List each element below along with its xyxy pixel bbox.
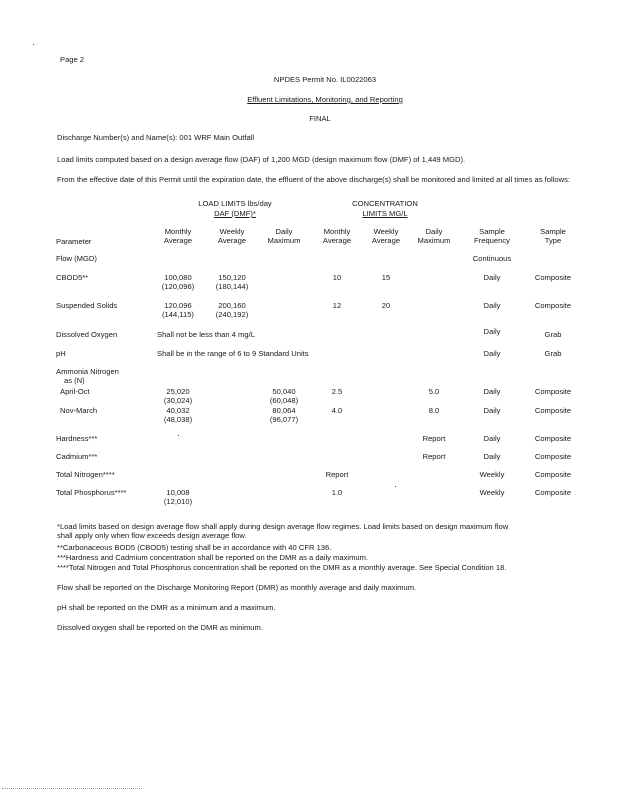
load-limits-subheader: DAF (DMF)*	[214, 209, 256, 218]
row-april-load-monthly: 25,020 (30,024)	[163, 387, 193, 406]
row-tss-conc-weekly: 20	[381, 301, 391, 310]
col-header-frequency: Sample Frequency	[474, 227, 510, 246]
row-hardness-parameter: Hardness***	[56, 434, 98, 443]
row-ph-limit-text: Shall be in the range of 6 to 9 Standard Units	[157, 349, 309, 358]
note-do: Dissolved oxygen shall be reported on the DMR as minimum.	[57, 623, 263, 632]
row-tn-type: Composite	[534, 470, 572, 479]
row-tn-frequency: Weekly	[479, 470, 505, 479]
row-do-limit-text: Shall not be less than 4 mg/L	[157, 330, 255, 339]
status-label: FINAL	[309, 114, 331, 123]
note-flow: Flow shall be reported on the Discharge Monitoring Report (DMR) as monthly average and daily maximum.	[57, 583, 417, 592]
scan-bottom-mark	[2, 788, 142, 789]
concentration-subheader: LIMITS MG/L	[362, 209, 408, 218]
page-number: Page 2	[60, 55, 85, 64]
row-tp-conc-monthly: 1.0	[331, 488, 343, 497]
row-tss-load-weekly: 200,160 (240,192)	[215, 301, 249, 320]
row-cbod-conc-weekly: 15	[381, 273, 391, 282]
row-tp-type: Composite	[534, 488, 572, 497]
load-limits-note: Load limits computed based on a design average flow (DAF) of 1,200 MGD (design maximum flow (DMF) of 1,449 MGD).	[57, 155, 466, 164]
intro-paragraph: From the effective date of this Permit until the expiration date, the effluent of the above discharge(s) shall be monitored and limited at all times as follows:	[57, 175, 570, 184]
row-april-frequency: Daily	[483, 387, 501, 396]
document-subtitle: Effluent Limitations, Monitoring, and Reporting	[247, 95, 403, 104]
row-tp-frequency: Weekly	[479, 488, 505, 497]
row-ph-type: Grab	[544, 349, 562, 358]
footnote-cbod: **Carbonaceous BOD5 (CBOD5) testing shall be in accordance with 40 CFR 136.	[57, 543, 332, 552]
col-header-load-weekly: Weekly Average	[217, 227, 247, 246]
row-tss-type: Composite	[534, 301, 572, 310]
row-cbod-frequency: Daily	[483, 273, 501, 282]
row-flow-frequency: Continuous	[472, 254, 512, 263]
row-tss-parameter: Suspended Solids	[56, 301, 118, 310]
row-do-type: Grab	[544, 330, 562, 339]
load-limits-header: LOAD LIMITS lbs/day	[198, 199, 272, 208]
row-april-conc-monthly: 2.5	[331, 387, 343, 396]
row-nov-conc-daily: 8.0	[428, 406, 440, 415]
col-header-conc-weekly: Weekly Average	[371, 227, 401, 246]
row-do-parameter: Dissolved Oxygen	[56, 330, 118, 339]
row-cadmium-frequency: Daily	[483, 452, 501, 461]
row-nov-type: Composite	[534, 406, 572, 415]
row-cbod-load-monthly: 100,080 (120,096)	[161, 273, 195, 292]
row-cbod-conc-monthly: 10	[332, 273, 342, 282]
row-ammonia-parameter: Ammonia Nitrogen as (N)	[56, 367, 119, 386]
row-cadmium-parameter: Cadmium***	[56, 452, 98, 461]
row-cbod-parameter: CBOD5**	[56, 273, 89, 282]
footnote-hardness-cadmium: ***Hardness and Cadmium concentration shall be reported on the DMR as a daily maximum.	[57, 553, 369, 562]
row-april-conc-daily: 5.0	[428, 387, 440, 396]
col-header-type: Sample Type	[540, 227, 566, 246]
col-header-conc-monthly: Monthly Average	[322, 227, 352, 246]
col-header-conc-daily: Daily Maximum	[417, 227, 451, 246]
col-header-parameter: Parameter	[56, 237, 92, 246]
row-cbod-type: Composite	[534, 273, 572, 282]
row-april-type: Composite	[534, 387, 572, 396]
row-hardness-conc-daily: Report	[422, 434, 446, 443]
scan-speck	[33, 44, 34, 45]
row-do-frequency: Daily	[483, 327, 501, 336]
row-tp-parameter: Total Phosphorus****	[56, 488, 127, 497]
row-cadmium-conc-daily: Report	[422, 452, 446, 461]
scan-speck	[395, 486, 396, 487]
concentration-header: CONCENTRATION	[352, 199, 418, 208]
discharge-line: Discharge Number(s) and Name(s): 001 WRF Main Outfall	[57, 133, 255, 142]
row-nov-conc-monthly: 4.0	[331, 406, 343, 415]
row-ph-frequency: Daily	[483, 349, 501, 358]
scan-speck	[178, 435, 179, 436]
row-nov-load-daily: 80,064 (96,077)	[269, 406, 299, 425]
col-header-load-daily: Daily Maximum	[267, 227, 301, 246]
row-nov-frequency: Daily	[483, 406, 501, 415]
row-cadmium-type: Composite	[534, 452, 572, 461]
permit-title: NPDES Permit No. IL0022063	[273, 75, 377, 84]
col-header-load-monthly: Monthly Average	[163, 227, 193, 246]
row-tss-frequency: Daily	[483, 301, 501, 310]
row-tp-load-monthly: 10,008 (12,010)	[163, 488, 193, 507]
row-april-load-daily: 50,040 (60,048)	[269, 387, 299, 406]
row-tss-conc-monthly: 12	[332, 301, 342, 310]
row-flow-parameter: Flow (MGD)	[56, 254, 97, 263]
row-nov-load-monthly: 40,032 (48,038)	[163, 406, 193, 425]
row-tn-parameter: Total Nitrogen****	[56, 470, 115, 479]
note-ph: pH shall be reported on the DMR as a minimum and a maximum.	[57, 603, 276, 612]
row-tn-conc-monthly: Report	[325, 470, 349, 479]
row-april-parameter: April-Oct	[60, 387, 90, 396]
row-nov-parameter: Nov-March	[60, 406, 98, 415]
row-cbod-load-weekly: 150,120 (180,144)	[215, 273, 249, 292]
footnote-load-limits: *Load limits based on design average flow shall apply during design average flow regimes. Load limits based on design maximum flow shall apply only when flow exceeds design average flow.	[57, 522, 509, 541]
row-tss-load-monthly: 120,096 (144,115)	[162, 301, 194, 320]
footnote-nitrogen-phosphorus: ****Total Nitrogen and Total Phosphorus concentration shall be reported on the DMR as a monthly average. See Special Condition 18.	[57, 563, 507, 572]
row-ph-parameter: pH	[56, 349, 66, 358]
row-hardness-frequency: Daily	[483, 434, 501, 443]
row-hardness-type: Composite	[534, 434, 572, 443]
